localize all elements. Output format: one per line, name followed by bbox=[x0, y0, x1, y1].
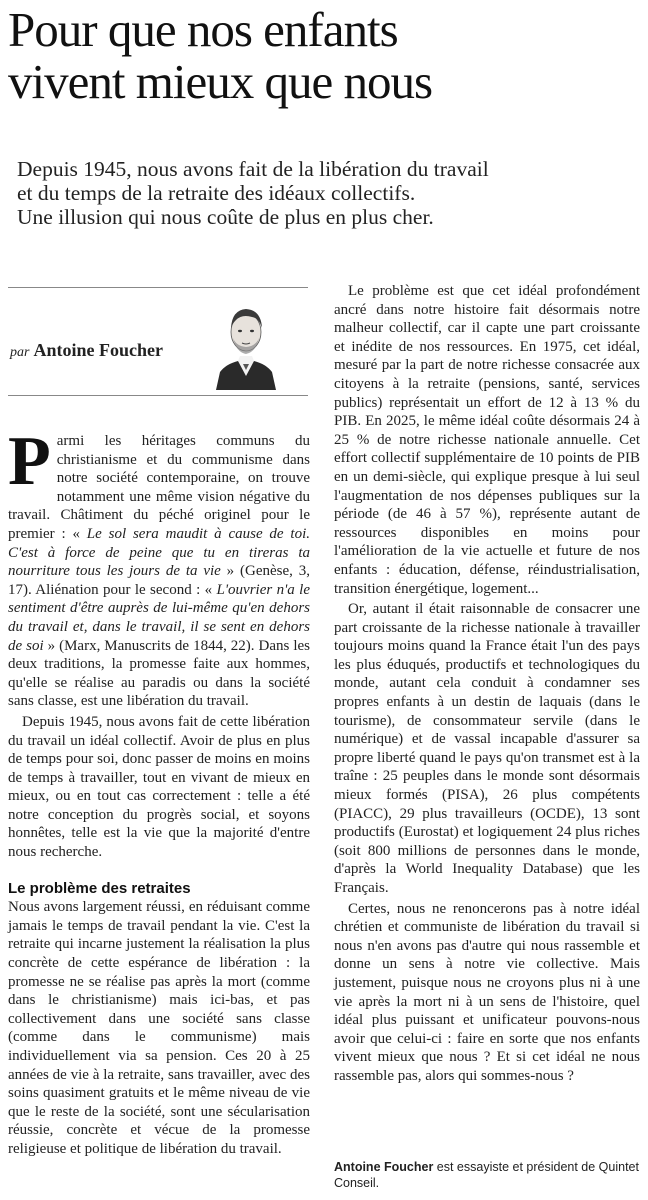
headline-line-1: Pour que nos enfants bbox=[8, 2, 398, 57]
bio-text: est essayiste et président de Quintet Conseil. bbox=[334, 1160, 639, 1190]
section-subheading: Le problème des retraites bbox=[8, 879, 191, 897]
drop-cap: P bbox=[8, 423, 51, 500]
paragraph-2: Depuis 1945, nous avons fait de cette libération du travail un idéal collectif. Avoir de plus en plus de temps pour soi, donc passer de moins en moins de temps à travailler, tout en vivant de mieux en mieux, ou en tout cas correctement : telle a été notre conception du progrès social, et soyons honnêtes, telle est la vie que la majorité d'entre nous recherche. bbox=[8, 713, 310, 861]
headline-line-2: vivent mieux que nous bbox=[8, 54, 433, 109]
subtitle-line-1: Depuis 1945, nous avons fait de la libération du travail bbox=[17, 157, 489, 181]
paragraph-5: Or, autant il était raisonnable de consacrer une part croissante de la richesse nationale à travailler toujours moins quand la France était l'un des pays les plus éduqués, productifs et technologiques du monde, autant cela conduit à condamner ses propres enfants à un destin de laquais (dans le tourisme), de consommateur servile (dans le numérique) et de vassal incapable d'assurer sa propre liberté quand le pays qu'on transmet est à la traîne : 25 peuples dans le monde sont désormais mieux formés (PISA), 26 plus compétents (PIACC), 29 plus travailleurs (OCDE), 13 sont productifs (Eurostat) et logiquement 24 plus riches (soit 800 millions de personnes dans le monde, d'après la World Inequality Database) que les Français. bbox=[334, 601, 640, 896]
byline-top-divider bbox=[8, 287, 308, 288]
marx-quote: L'ouvrier n'a le sentiment d'être auprès de lui-même qu'en dehors du travail et, dans le travail, il se sent en dehors de soi bbox=[8, 581, 310, 654]
bio-author-name: Antoine Foucher bbox=[334, 1160, 434, 1174]
author-name: Antoine Foucher bbox=[33, 340, 163, 360]
paragraph-1-text-b: » (Genèse, 3, 17). Aliénation pour le second : « bbox=[8, 563, 310, 598]
subtitle-line-2: et du temps de la retraite des idéaux collectifs. bbox=[17, 181, 416, 205]
author-portrait bbox=[212, 298, 280, 390]
byline-bottom-divider bbox=[8, 395, 308, 396]
paragraph-4: Le problème est que cet idéal profondément ancré dans notre histoire fait désormais notre malheur collectif, car il capte une part croissante et inédite de nos ressources. En 1975, cet idéal, mesuré par la part de notre richesse consacrée aux citoyens à la retraite (pensions, santé, services publics) représentait un effort de 12 à 13 % du PIB. En 2025, le même idéal coûte désormais 24 à 25 % de notre richesse nationale annuelle. Cet effort collectif supplémentaire de 10 points de PIB en un demi-siècle, qui explique presque à lui seul l'augmentation de nos dépenses publiques sur la période (de 46 à 57 %), représente autant de ressources disponibles en moins pour l'amélioration de la vie actuelle et future de nos enfants : éducation, défense, réindustrialisation, transition énergétique, logement... bbox=[334, 283, 640, 597]
genesis-quote: Le sol sera maudit à cause de toi. C'est à force de peine que tu en tireras ta nourriture tous les jours de ta vie bbox=[8, 525, 310, 580]
byline-prefix: par bbox=[10, 345, 30, 360]
subtitle-line-3: Une illusion qui nous coûte de plus en plus cher. bbox=[17, 205, 434, 229]
headline bbox=[8, 4, 640, 108]
paragraph-3: Nous avons largement réussi, en réduisant comme jamais le temps de travail pendant la vie. C'est la retraite qui incarne justement la réalisation la plus concrète de cette espérance de libération : la promesse ne se réalise pas après la mort (comme dans le christianisme) mais ici-bas, et pas collectivement dans une société sans classe (comme dans le communisme) mais individuellement via sa pension. Ces 20 à 25 années de vie à la retraite, sans travailler, avec des soins quasiment gratuits et le même niveau de vie que le reste de la société, sont une sécularisation réussie, concrète et vécue de la promesse religieuse et politique de libération du travail. bbox=[8, 899, 310, 1157]
byline bbox=[10, 340, 163, 361]
subtitle bbox=[17, 157, 637, 229]
paragraph-1-text-a: armi les héritages communs du christianisme et du communisme dans notre société contemporaine, on trouve notamment une même vision négative du travail. Châtiment du péché originel pour le premier : « bbox=[8, 433, 310, 542]
paragraph-1 bbox=[8, 423, 310, 711]
paragraph-1-text-c: » (Marx, Manuscrits de 1844, 22). Dans les deux traditions, la promesse faite aux hommes, qu'elle se réalise au paradis ou dans la société sans classe, est une libération du travail. bbox=[8, 637, 310, 710]
author-bio bbox=[334, 1159, 640, 1191]
right-column bbox=[334, 282, 640, 1086]
paragraph-6: Certes, nous ne renoncerons pas à notre idéal chrétien et communiste de libération du travail si nous n'en avons pas d'autre qui nous rassemble et donne un sens à notre vie collective. Mais justement, puisque nous ne croyons plus ni à une vie après la mort ni à un sens de l'histoire, quel idéal plus puissant et unificateur pouvons-nous avoir que celui-ci : faire en sorte que nos enfants vivent mieux que nous ? Et si cet idéal ne nous rassemble pas, alors qui sommes-nous ? bbox=[334, 900, 640, 1084]
left-column bbox=[8, 423, 310, 1159]
